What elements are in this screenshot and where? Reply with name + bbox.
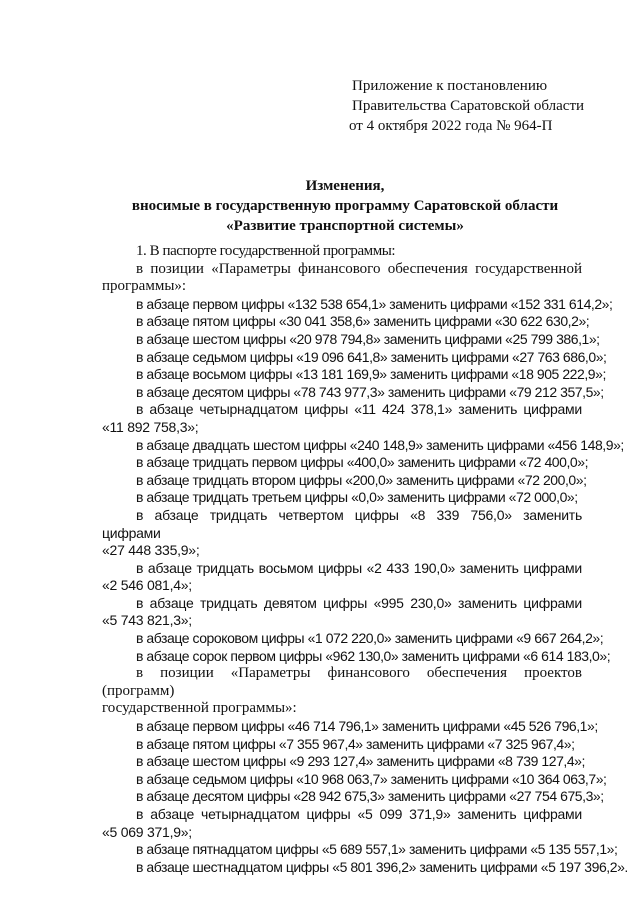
change-line: в абзаце восьмом цифры «13 181 169,9» заменить цифрами «18 905 222,9»; bbox=[136, 366, 606, 383]
change-line-cont: «5 743 821,3»; bbox=[102, 612, 192, 629]
change-line: в абзаце пятом цифры «7 355 967,4» заменить цифрами «7 325 967,4»; bbox=[136, 735, 575, 752]
section-2-intro: в позиции «Параметры финансового обеспечения проектов (программ) bbox=[102, 665, 582, 699]
change-line: в абзаце двадцать шестом цифры «240 148,9» заменить цифрами «456 148,9»; bbox=[136, 436, 624, 453]
document-title bbox=[90, 176, 600, 236]
header-line-1: Приложение к постановлению bbox=[352, 78, 548, 94]
change-line: в абзаце сороковом цифры «1 072 220,0» заменить цифрами «9 667 264,2»; bbox=[136, 630, 604, 647]
change-line: в абзаце сорок первом цифры «962 130,0» заменить цифрами «6 614 183,0»; bbox=[136, 647, 611, 664]
change-line: в абзаце пятом цифры «30 041 358,6» заменить цифрами «30 622 630,2»; bbox=[136, 313, 590, 330]
change-line: в абзаце десятом цифры «28 942 675,3» заменить цифрами «27 754 675,3»; bbox=[136, 788, 604, 805]
change-line: в абзаце четырнадцатом цифры «5 099 371,9» заменить цифрами bbox=[136, 806, 582, 822]
change-line: в абзаце тридцать четвертом цифры «8 339 756,0» заменить цифрами bbox=[102, 506, 582, 541]
change-line: в абзаце седьмом цифры «10 968 063,7» заменить цифрами «10 364 063,7»; bbox=[136, 770, 607, 787]
change-line-cont: «2 546 081,4»; bbox=[102, 577, 192, 594]
change-line: в абзаце тридцать первом цифры «400,0» заменить цифрами «72 400,0»; bbox=[136, 454, 589, 471]
change-line-cont: «11 892 758,3»; bbox=[102, 418, 199, 435]
header-line-2: Правительства Саратовской области bbox=[352, 98, 585, 114]
change-line-cont: «5 069 371,9»; bbox=[102, 823, 192, 840]
change-line: в абзаце седьмом цифры «19 096 641,8» заменить цифрами «27 763 686,0»; bbox=[136, 348, 607, 365]
section-2-intro-cont: государственной программы»: bbox=[102, 700, 297, 717]
change-line: в абзаце тридцать девятом цифры «995 230,0» заменить цифрами bbox=[136, 594, 582, 611]
change-line: в абзаце первом цифры «132 538 654,1» заменить цифрами «152 331 614,2»; bbox=[136, 295, 613, 312]
title-line-2: вносимые в государственную программу Саратовской области bbox=[131, 198, 559, 214]
change-line: в абзаце первом цифры «46 714 796,1» заменить цифрами «45 526 796,1»; bbox=[136, 718, 598, 735]
approval-header bbox=[349, 76, 585, 136]
item-heading: 1. В паспорте государственной программы: bbox=[136, 243, 396, 259]
title-line-1: Изменения, bbox=[305, 178, 385, 194]
section-1-intro: в позиции «Параметры финансового обеспечения государственной bbox=[136, 260, 582, 277]
header-line-3: от 4 октября 2022 года № 964-П bbox=[349, 118, 553, 134]
change-line: в абзаце тридцать втором цифры «200,0» заменить цифрами «72 200,0»; bbox=[136, 471, 587, 488]
change-line: в абзаце шестом цифры «20 978 794,8» заменить цифрами «25 799 386,1»; bbox=[136, 330, 600, 347]
change-line: в абзаце тридцать третьем цифры «0,0» заменить цифрами «72 000,0»; bbox=[136, 489, 578, 506]
change-line-cont: «27 448 335,9»; bbox=[102, 542, 200, 559]
change-line: в абзаце шестнадцатом цифры «5 801 396,2» заменить цифрами «5 197 396,2». bbox=[136, 858, 628, 875]
title-line-3: «Развитие транспортной системы» bbox=[226, 218, 464, 234]
change-line: в абзаце четырнадцатом цифры «11 424 378,1» заменить цифрами bbox=[136, 401, 582, 418]
change-line: в абзаце тридцать восьмом цифры «2 433 190,0» заменить цифрами bbox=[136, 559, 582, 576]
section-1-intro-cont: программы»: bbox=[102, 278, 187, 295]
change-line: в абзаце пятнадцатом цифры «5 689 557,1» заменить цифрами «5 135 557,1»; bbox=[136, 841, 618, 858]
change-line: в абзаце десятом цифры «78 743 977,3» заменить цифрами «79 212 357,5»; bbox=[136, 383, 604, 400]
change-line: в абзаце шестом цифры «9 293 127,4» заменить цифрами «8 739 127,4»; bbox=[136, 753, 585, 770]
document-body bbox=[102, 243, 628, 876]
